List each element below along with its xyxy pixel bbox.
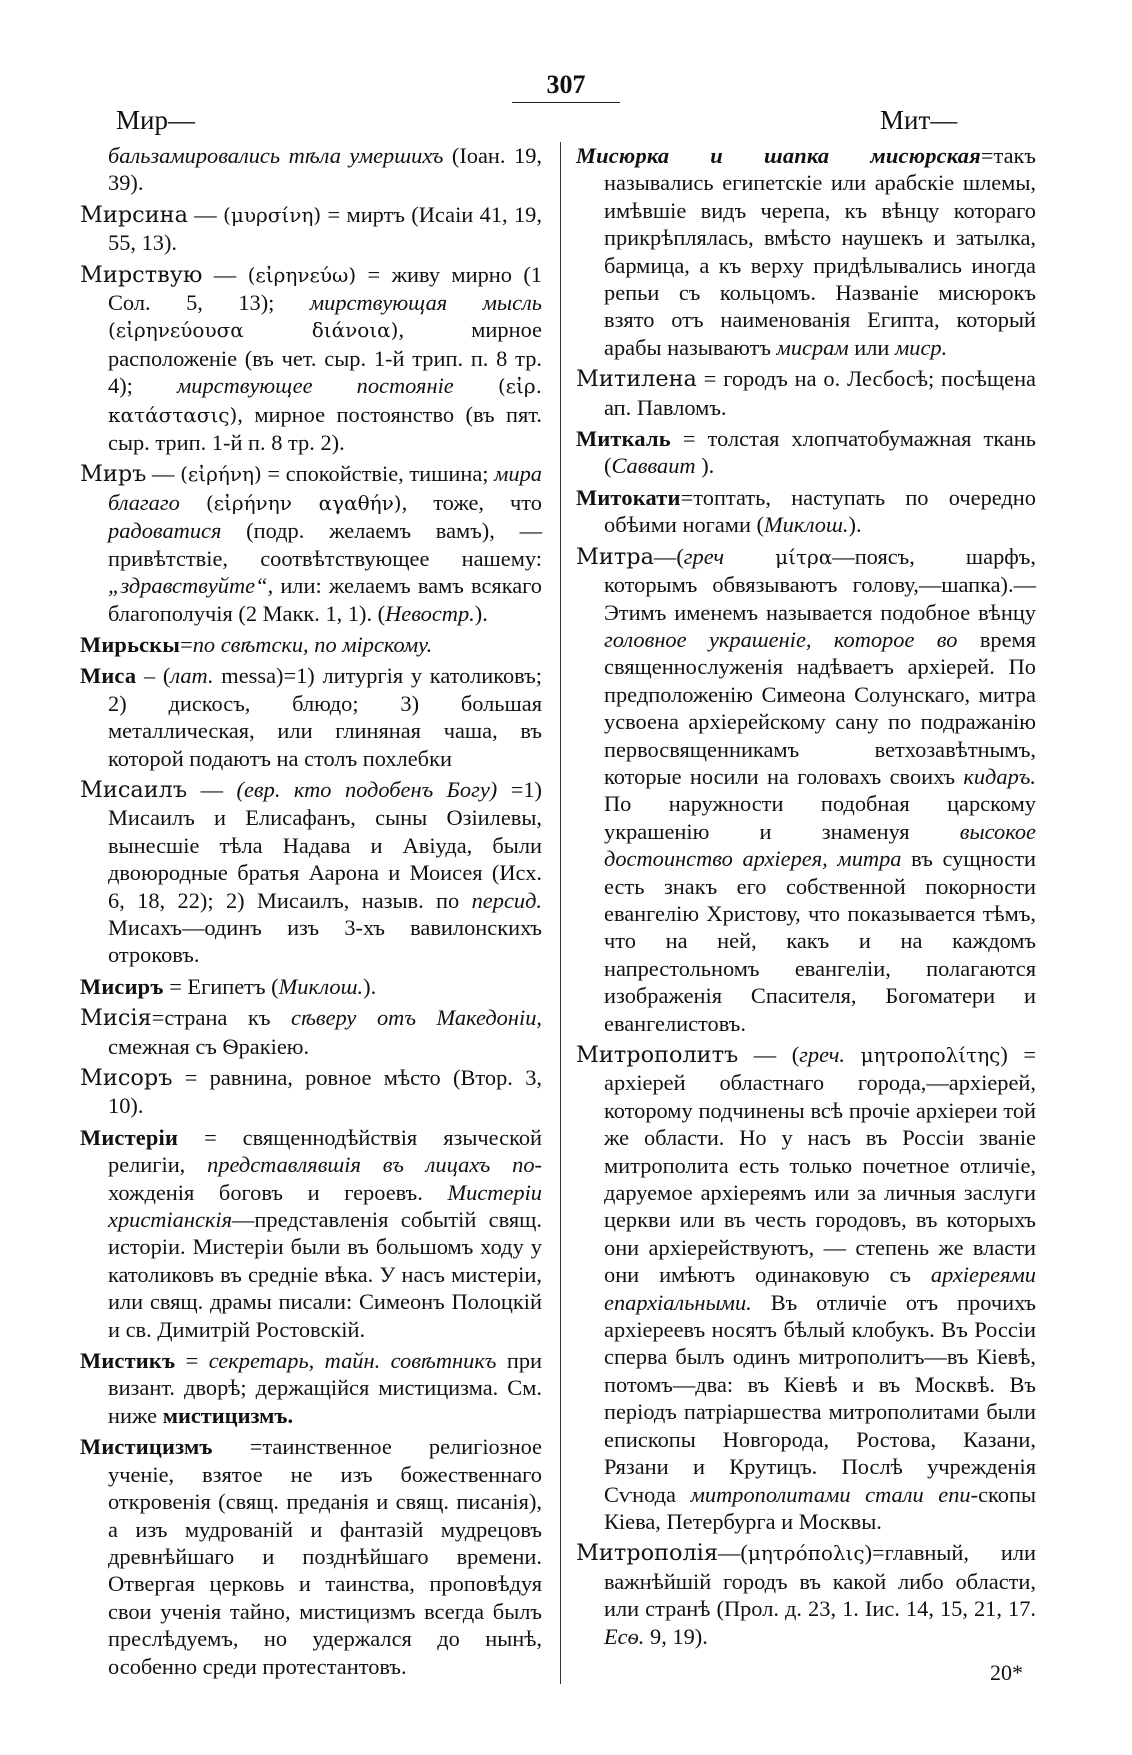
- greek-text: μητροπολίτης: [860, 1043, 1001, 1067]
- dictionary-entry: [80, 631, 542, 658]
- italic-text: Миклош.: [763, 512, 849, 538]
- italic-text: греч: [683, 543, 725, 569]
- headword: Мисаилъ: [80, 776, 188, 803]
- dictionary-entry: [576, 484, 1036, 539]
- headword: Миса: [80, 663, 137, 689]
- dictionary-entry: [80, 662, 542, 772]
- italic-text: секретарь, тайн. совѣтникъ: [208, 1348, 497, 1374]
- column-divider: [560, 142, 561, 1684]
- greek-text: (εἰρηνεύω): [247, 262, 357, 287]
- entry-text: = толстая хлопчатобумажная ткань (: [604, 426, 1036, 479]
- page-number: 307: [546, 70, 586, 99]
- entry-text: ).: [363, 973, 377, 999]
- entry-text: , мирное расположеніе (въ чет. сыр. 1-й трип. п. 8 тр. 4);: [108, 317, 542, 399]
- headword: Мисоръ: [80, 1065, 173, 1091]
- italic-text: Миклош.: [278, 973, 364, 999]
- headword: Мистикъ: [80, 1348, 176, 1374]
- entry-text: смежная съ Ѳракіею.: [108, 1033, 310, 1059]
- dictionary-entry: [576, 142, 1036, 361]
- running-head-right: Мит—: [880, 105, 958, 135]
- entry-text: Въ отличіе отъ прочихъ архіереевъ носятъ бѣлый клобукъ. Въ Россіи сперва былъ одинъ митрополитъ—въ Кіевѣ, потомъ—два: въ Кіевѣ и въ Москвѣ. Въ періодъ патріаршества митрополитами были епископы Новгорода, Ростова, Казани, Рязани и Крутицъ. Послѣ учрежденія Сѵнода: [604, 1289, 1036, 1507]
- entry-text: [724, 544, 775, 569]
- dictionary-entry: [80, 1064, 542, 1120]
- entry-text: , или: желаемъ вамъ всякаго благополучія (2 Макк. 1, 1). (: [108, 573, 542, 626]
- entry-text: По наружности подобная царскому украшенію и знаменуя: [604, 791, 1036, 844]
- signature-mark: 20*: [990, 1660, 1023, 1685]
- headword: Митилена: [576, 366, 697, 393]
- italic-text: (евр. кто подобенъ Богу): [236, 776, 498, 802]
- entry-text: скопы Кіева, Петербурга и Москвы.: [604, 1481, 1036, 1534]
- running-head-left: Мир—: [116, 105, 195, 135]
- entry-text: хожденія боговъ и героевъ.: [108, 1179, 448, 1205]
- headword: Мирсина: [80, 201, 188, 228]
- entry-text: =таинственное религіозное ученіе, взятое не изъ божественнаго откровенія (свящ. преданія и свящ. писанія), а изъ мудрованій и фантазій мудрецовъ древнѣйшаго и позднѣйшаго времени. Отвергая церковь и таинства, проповѣдуя свои ученія тайно, мистицизмъ всегда былъ преслѣдуемъ, но удержался до нынѣ, особенно среди протестантовъ.: [108, 1434, 542, 1679]
- dictionary-entry: [576, 365, 1036, 421]
- italic-text: радоватися: [108, 518, 222, 544]
- entry-text: =страна къ: [151, 1005, 291, 1031]
- dictionary-entry: [80, 1347, 542, 1429]
- headword: Миткаль: [576, 426, 671, 452]
- entry-text: —представленія событій свящ. исторіи. Мистеріи были въ большомъ ходу у католиковъ въ средніе вѣка. У насъ мистеріи, или свящ. драмы писали: Симеонъ Полоцкій и св. Димитрій Ростовскій.: [108, 1207, 542, 1342]
- italic-text: сѣверу отъ Македоніи,: [291, 1005, 542, 1031]
- entry-text: ).: [474, 600, 488, 626]
- bold-text: мистицизмъ.: [162, 1402, 294, 1428]
- italic-text: миср.: [894, 334, 948, 360]
- italic-text: греч.: [799, 1042, 846, 1067]
- entry-text: при визант. дворѣ; держащійся мистицизма. См. ниже: [108, 1348, 543, 1428]
- entry-text: — (: [738, 1042, 800, 1067]
- dictionary-entry: [80, 973, 542, 1000]
- italic-text: Есѳ.: [604, 1623, 645, 1649]
- entry-text: messa)=1) литургія у католиковъ; 2) дискосъ, блюдо; 3) большая металлическая, или глиняная чаша, въ которой подаютъ на столъ похлебки: [108, 663, 542, 771]
- entry-text: = спокойствіе, тишина;: [261, 461, 495, 487]
- italic-text: высокое достоинство архіерея, митра: [604, 818, 1036, 872]
- dictionary-entry: [80, 201, 542, 257]
- greek-text: (εἰρήνην αγαθήν): [205, 490, 402, 515]
- entry-text: [845, 1042, 861, 1067]
- entry-text: )=главный, или важнѣйшій городъ въ какой либо области, или странѣ (Прол. д. 23, 1. Іис. 14, 15, 21, 17.: [604, 1540, 1036, 1622]
- greek-text: (εἰρ. κατάστασις): [108, 374, 542, 427]
- italic-text: бальзамировались тѣла умершихъ: [108, 143, 444, 168]
- italic-text: кидаръ.: [963, 763, 1036, 789]
- greek-text: (εἰρήνη): [180, 462, 262, 487]
- headword: Мирьскы: [80, 631, 181, 657]
- headword: Миръ: [80, 461, 147, 488]
- dictionary-entry: [80, 1004, 542, 1060]
- italic-text: персид.: [471, 887, 542, 913]
- entry-text: —: [187, 201, 224, 227]
- entry-text: = городъ на о. Лесбосѣ; посѣщена ап. Павломъ.: [604, 366, 1036, 420]
- entry-text: время священнослуженія надѣваетъ архіерей. По предположенію Симеона Солунскаго, митра усвоена архіерейскому сану по подражанію первосвященникамъ ветхозавѣтнымъ, которые носили на головахъ своихъ: [604, 626, 1036, 789]
- headword: Мисія: [80, 1005, 152, 1032]
- headword: Митокати: [576, 484, 681, 510]
- entry-text: или: [848, 334, 895, 360]
- entry-text: – (: [136, 663, 171, 689]
- entry-text: ).: [848, 512, 862, 538]
- entry-text: = миртъ (Исаiи 41, 19, 55, 13).: [108, 201, 542, 256]
- page-number-rule: [512, 102, 620, 103]
- dictionary-entry: [80, 776, 542, 969]
- italic-text: мирствующая мысль: [309, 290, 542, 316]
- entry-text: = живу мирно (1 Сол. 5, 13);: [108, 261, 542, 316]
- italic-text: „здравствуйте“: [108, 573, 268, 599]
- dictionary-entry: [576, 1539, 1036, 1650]
- italic-text: мирствующее постояніе: [176, 373, 454, 399]
- entry-text: , мирное постоянство (въ пят. сыр. трип. 1-й п. 8 тр. 2).: [108, 401, 542, 456]
- entry-text: =: [180, 631, 193, 657]
- entry-text: —поясъ, шарфъ, которымъ обвязываютъ голову,—шапка).— Этимъ именемъ называется подобное вѣнцу: [604, 543, 1036, 625]
- dictionary-entry: [80, 460, 542, 626]
- dictionary-entry: [80, 1433, 542, 1680]
- entry-text: [454, 373, 498, 398]
- entry-text: —: [202, 261, 248, 287]
- italic-text: мисрам: [776, 334, 849, 360]
- italic-text: мира благаго: [108, 461, 542, 515]
- italic-text: по свѣтски, по мірскому.: [192, 631, 433, 657]
- headword: Мистеріи: [80, 1124, 179, 1150]
- greek-text: μητρόπολις: [747, 1541, 865, 1566]
- entry-text: ) = архіерей областнаго города,—архіерей, которому подчинены всѣ прочіе архіереи той же области. Но у насъ въ Россіи званіе митрополита есть только почетное отличіе, даруемое архіереямъ или за личныя заслуги церкви или въ честь городовъ, въ которыхъ они архіерействуютъ, — степень же власти они имѣютъ одинаковую съ: [604, 1042, 1036, 1288]
- entry-text: =: [175, 1348, 209, 1374]
- entry-text: = священнодѣйствія языческой религіи,: [108, 1124, 542, 1178]
- entry-text: =такъ назывались египетскіе или арабскіе шлемы, имѣвшіе видъ черепа, къ вѣнцу котораго прикрѣплялась, вмѣсто наушекъ и затылка, бармица, а къ верху придѣлывались иногда репьи съ кольцомъ. Названіе мисюрокъ взято отъ наименованія Египта, который арабы называютъ: [604, 143, 1036, 360]
- entry-text: , тоже, что: [401, 489, 542, 515]
- headword: Митра: [576, 543, 654, 570]
- italic-text: архіереями епархіальными.: [604, 1262, 1036, 1315]
- headword: Мисиръ: [80, 973, 164, 999]
- entry-text: —: [146, 461, 181, 487]
- headword: Мистицизмъ: [80, 1434, 213, 1460]
- entry-text: (Іоан. 19, 39).: [108, 143, 542, 196]
- entry-continuation: [80, 142, 542, 197]
- greek-text: (εἰρηνεύουσα διάνοια): [108, 318, 399, 343]
- right-column: [576, 142, 1036, 1654]
- dictionary-entry: [80, 1124, 542, 1343]
- italic-text: Невостр.: [385, 600, 475, 626]
- italic-text: Савваит: [611, 453, 696, 479]
- greek-text: (μυρσίνη): [223, 202, 322, 227]
- headword: Митрополія: [576, 1540, 718, 1567]
- entry-text: (подр. желаемъ вамъ), — привѣтствіе, соотвѣтствующее нашему:: [108, 518, 542, 571]
- dictionary-entry: [576, 1041, 1036, 1535]
- dictionary-entry: [80, 261, 542, 457]
- headword: Мирствую: [80, 261, 203, 288]
- dictionary-entry: [576, 543, 1036, 1037]
- italic-text: головное украшеніе, которое во: [604, 626, 958, 652]
- entry-text: = равнина, ровное мѣсто (Втор. 3, 10).: [108, 1065, 542, 1119]
- entry-text: =топтать, наступать по очередно обѣими ногами (: [604, 484, 1036, 538]
- entry-text: —(: [653, 543, 684, 569]
- greek-text: μίτρα: [775, 544, 833, 569]
- entry-text: = Египетъ (: [163, 973, 279, 999]
- entry-text: Мисахъ—одинъ изъ 3-хъ вавилонскихъ отроковъ.: [108, 914, 542, 968]
- entry-text: ).: [695, 453, 715, 479]
- entry-text: —(: [717, 1540, 748, 1566]
- entry-text: 9, 19).: [644, 1623, 708, 1649]
- headword: Митрополитъ: [576, 1042, 739, 1068]
- italic-text: лат.: [170, 663, 214, 689]
- left-column: [80, 142, 542, 1684]
- entry-text: =1) Мисаилъ и Елисафанъ, сыны Озіилевы, вынесшіе тѣла Надава и Авіуда, были двоюродные братья Аарона и Моисея (Исх. 6, 18, 22); 2) Мисаилъ, назыв. по: [108, 776, 542, 913]
- italic-text: представлявшія въ лицахъ по-: [207, 1152, 542, 1178]
- entry-text: въ сущности есть знакъ его собственной покорности евангелію Христову, что показывается тѣмъ, что на ней, какъ и на каждомъ напрестольномъ евангеліи, полагаются изображенія Спасителя, Богоматери и евангелистовъ.: [604, 846, 1036, 1036]
- italic-text: Мистеріи христіанскія: [108, 1179, 542, 1233]
- dictionary-entry: [576, 425, 1036, 480]
- italic-text: митрополитами стали епи-: [690, 1481, 979, 1507]
- entry-text: —: [187, 776, 237, 802]
- headword: Мисюрка и шапка мисюрская: [576, 143, 981, 168]
- entry-text: [180, 490, 206, 515]
